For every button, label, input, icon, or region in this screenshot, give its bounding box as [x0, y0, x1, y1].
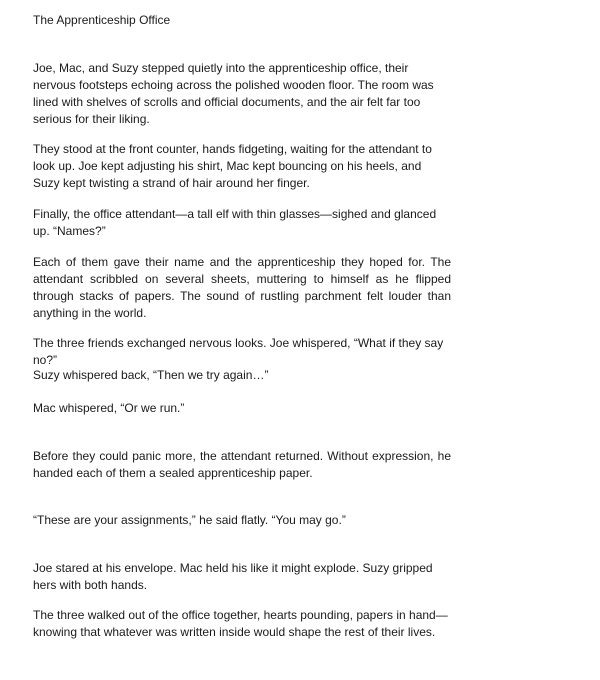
paragraph: “These are your assignments,” he said flatly. “You may go.”: [33, 513, 346, 527]
paragraph: They stood at the front counter, hands fidgeting, waiting for the attendant to look up. Joe kept adjusting his shirt, Mac kept bouncing on his heels, and Suzy kept twisting a strand of hair around her finger.: [33, 142, 432, 190]
paragraph: Before they could panic more, the attendant returned. Without expression, he handed each of them a sealed apprenticeship paper.: [33, 449, 451, 480]
paragraph: Each of them gave their name and the apprenticeship they hoped for. The attendant scribbled on several sheets, muttering to himself as he flipped through stacks of papers. The sound of rustling parchment felt louder than anything in the world.: [33, 255, 451, 320]
paragraph: Joe stared at his envelope. Mac held his like it might explode. Suzy gripped hers with both hands.: [33, 561, 433, 592]
paragraph: The three friends exchanged nervous looks. Joe whispered, “What if they say no?”: [33, 336, 444, 367]
paragraph: Suzy whispered back, “Then we try again…”: [33, 368, 269, 382]
paragraph: Mac whispered, “Or we run.”: [33, 401, 185, 415]
paragraph: Finally, the office attendant—a tall elf with thin glasses—sighed and glanced up. “Names?”: [33, 207, 437, 238]
paragraph: Joe, Mac, and Suzy stepped quietly into the apprenticeship office, their nervous footsteps echoing across the polished wooden floor. The room was lined with shelves of scrolls and official documents, and the air felt far too serious for their liking.: [33, 61, 434, 126]
document-title: The Apprenticeship Office: [33, 13, 171, 27]
paragraph: The three walked out of the office together, hearts pounding, papers in hand—knowing that whatever was written inside would shape the rest of their lives.: [33, 608, 448, 639]
